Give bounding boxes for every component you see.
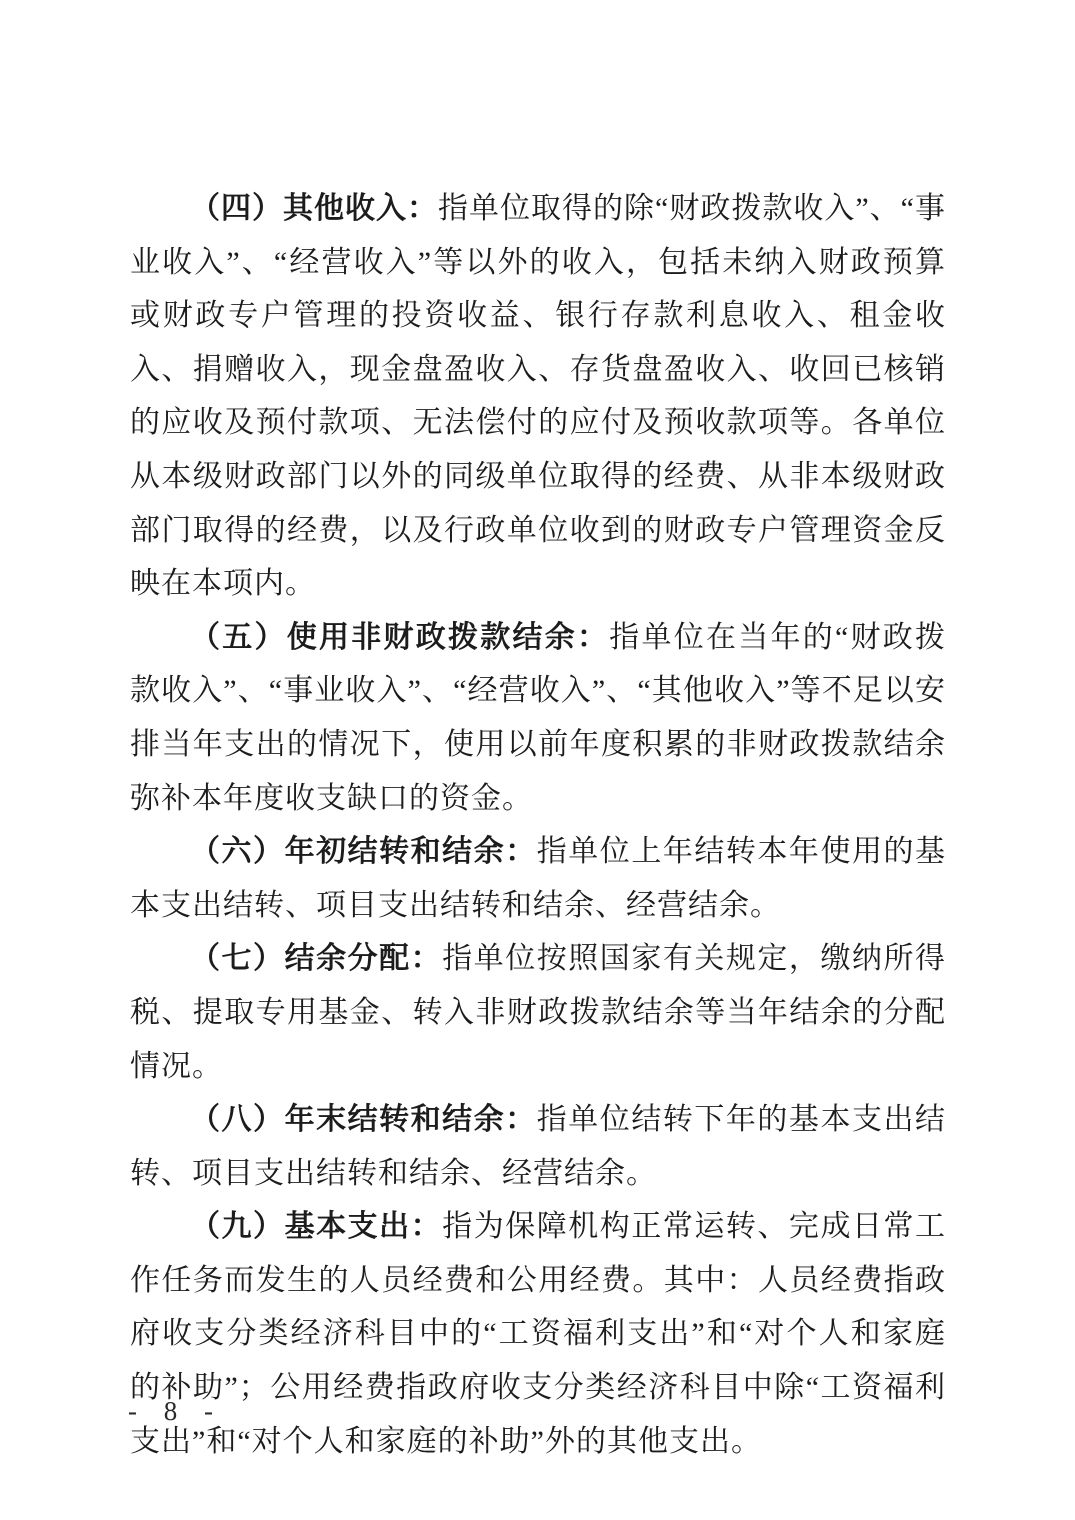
document-body — [130, 182, 946, 1468]
paragraph-heading: （六）年初结转和结余： — [190, 835, 537, 869]
paragraph-body: 指为保障机构正常运转、完成日常工作任务而发生的人员经费和公用经费。其中：人员经费指政府收支分类经济科目中的“工资福利支出”和“对个人和家庭的补助”；公用经费指政府收支分类经济科目中除“工资福利支出”和“对个人和家庭的补助”外的其他支出。 — [130, 1210, 947, 1458]
paragraph-heading: （八）年末结转和结余： — [190, 1103, 537, 1137]
paragraph-item-4-other-income — [130, 182, 946, 611]
paragraph-item-9-basic-expenditure — [130, 1200, 946, 1468]
paragraph-body: 指单位按照国家有关规定，缴纳所得税、提取专用基金、转入非财政拨款结余等当年结余的分配情况。 — [130, 942, 947, 1083]
paragraph-item-6-beginning-year-carryover — [130, 825, 946, 932]
paragraph-heading: （七）结余分配： — [190, 942, 443, 976]
paragraph-body: 指单位结转下年的基本支出结转、项目支出结转和结余、经营结余。 — [130, 1103, 947, 1190]
paragraph-item-5-use-of-non-fiscal-balance — [130, 611, 946, 825]
paragraph-body: 指单位取得的除“财政拨款收入”、“事业收入”、“经营收入”等以外的收入，包括未纳入财政预算或财政专户管理的投资收益、银行存款利息收入、租金收入、捐赠收入，现金盘盈收入、存货盘盈收入、收回已核销的应收及预付款项、无法偿付的应付及预收款项等。各单位从本级财政部门以外的同级单位取得的经费、从非本级财政部门取得的经费，以及行政单位收到的财政专户管理资金反映在本项内。 — [130, 192, 946, 601]
paragraph-heading: （五）使用非财政拨款结余： — [190, 620, 610, 654]
paragraph-item-7-balance-distribution — [130, 932, 946, 1093]
page-number: - 8 - — [128, 1396, 223, 1426]
paragraph-heading: （九）基本支出： — [190, 1210, 443, 1244]
paragraph-body: 指单位在当年的“财政拨款收入”、“事业收入”、“经营收入”、“其他收入”等不足以安排当年支出的情况下，使用以前年度积累的非财政拨款结余弥补本年度收支缺口的资金。 — [130, 620, 946, 815]
paragraph-item-8-year-end-carryover — [130, 1093, 946, 1200]
paragraph-heading: （四）其他收入： — [190, 192, 439, 225]
paragraph-body: 指单位上年结转本年使用的基本支出结转、项目支出结转和结余、经营结余。 — [130, 835, 947, 922]
